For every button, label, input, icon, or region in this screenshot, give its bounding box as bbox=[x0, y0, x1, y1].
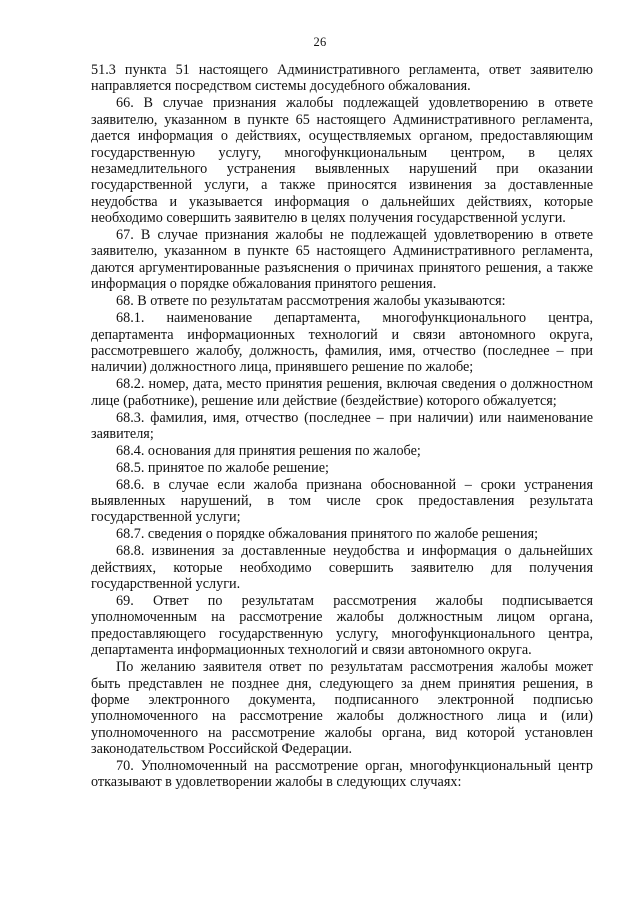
paragraph-68-2: 68.2. номер, дата, место принятия решения, включая сведения о должностном лице (работнике), решение или действие (бездействие) которого обжалуется; bbox=[91, 376, 593, 409]
paragraph-69: 69. Ответ по результатам рассмотрения жалобы подписывается уполномоченным на рассмотрение жалобы должностным лицом органа, предоставляющего государственную услугу, многофункционального центра, департамента информационных технологий и связи автономного округа. bbox=[91, 593, 593, 659]
paragraph-68-8: 68.8. извинения за доставленные неудобства и информация о дальнейших действиях, которые необходимо совершить заявителю для получения государственной услуги. bbox=[91, 543, 593, 593]
paragraph-68-7: 68.7. сведения о порядке обжалования принятого по жалобе решения; bbox=[116, 526, 539, 543]
page-number: 26 bbox=[313, 35, 327, 49]
paragraph-68: 68. В ответе по результатам рассмотрения жалобы указываются: bbox=[116, 293, 506, 310]
paragraph-68-4: 68.4. основания для принятия решения по жалобе; bbox=[116, 442, 421, 459]
paragraph-68-3: 68.3. фамилия, имя, отчество (последнее – при наличии) или наименование заявителя; bbox=[91, 409, 593, 442]
paragraph-66: 66. В случае признания жалобы подлежащей удовлетворению в ответе заявителю, указанном в пункте 65 настоящего Административного регламента, дается информация о действиях, осуществляемых органом, предоставляющим государственную услугу, многофункциональным центром, в целях незамедлительного устранения выявленных нарушений при оказании государственной услуги, а также приносятся извинения за доставленные неудобства и указывается информация о дальнейших действиях, которые необходимо совершить заявителю в целях получения государственной услуги. bbox=[91, 95, 593, 227]
document-body bbox=[91, 62, 593, 791]
paragraph-69-electronic-response: По желанию заявителя ответ по результатам рассмотрения жалобы может быть представлен не позднее дня, следующего за днем принятия решения, в форме электронного документа, подписанного электронной подписью уполномоченного на рассмотрение жалобы должностного лица и (или) уполномоченного на рассмотрение жалобы органа, вид которой установлен законодательством Российской Федерации. bbox=[91, 659, 593, 758]
paragraph-70: 70. Уполномоченный на рассмотрение орган, многофункциональный центр отказывают в удовлетворении жалобы в следующих случаях: bbox=[91, 758, 593, 791]
paragraph-67: 67. В случае признания жалобы не подлежащей удовлетворению в ответе заявителю, указанном в пункте 65 настоящего Административного регламента, даются аргументированные разъяснения о причинах принятого решения, а также информация о порядке обжалования принятого решения. bbox=[91, 227, 593, 293]
paragraph-68-5: 68.5. принятое по жалобе решение; bbox=[116, 459, 329, 476]
paragraph-51-3-continuation: 51.3 пункта 51 настоящего Административного регламента, ответ заявителю направляется посредством системы досудебного обжалования. bbox=[91, 62, 593, 95]
paragraph-68-6: 68.6. в случае если жалоба признана обоснованной – сроки устранения выявленных нарушений, в том числе срок предоставления результата государственной услуги; bbox=[91, 476, 593, 526]
paragraph-68-1: 68.1. наименование департамента, многофункционального центра, департамента информационных технологий и связи автономного округа, рассмотревшего жалобу, должность, фамилия, имя, отчество (последнее – при наличии) должностного лица, принявшего решение по жалобе; bbox=[91, 310, 593, 376]
